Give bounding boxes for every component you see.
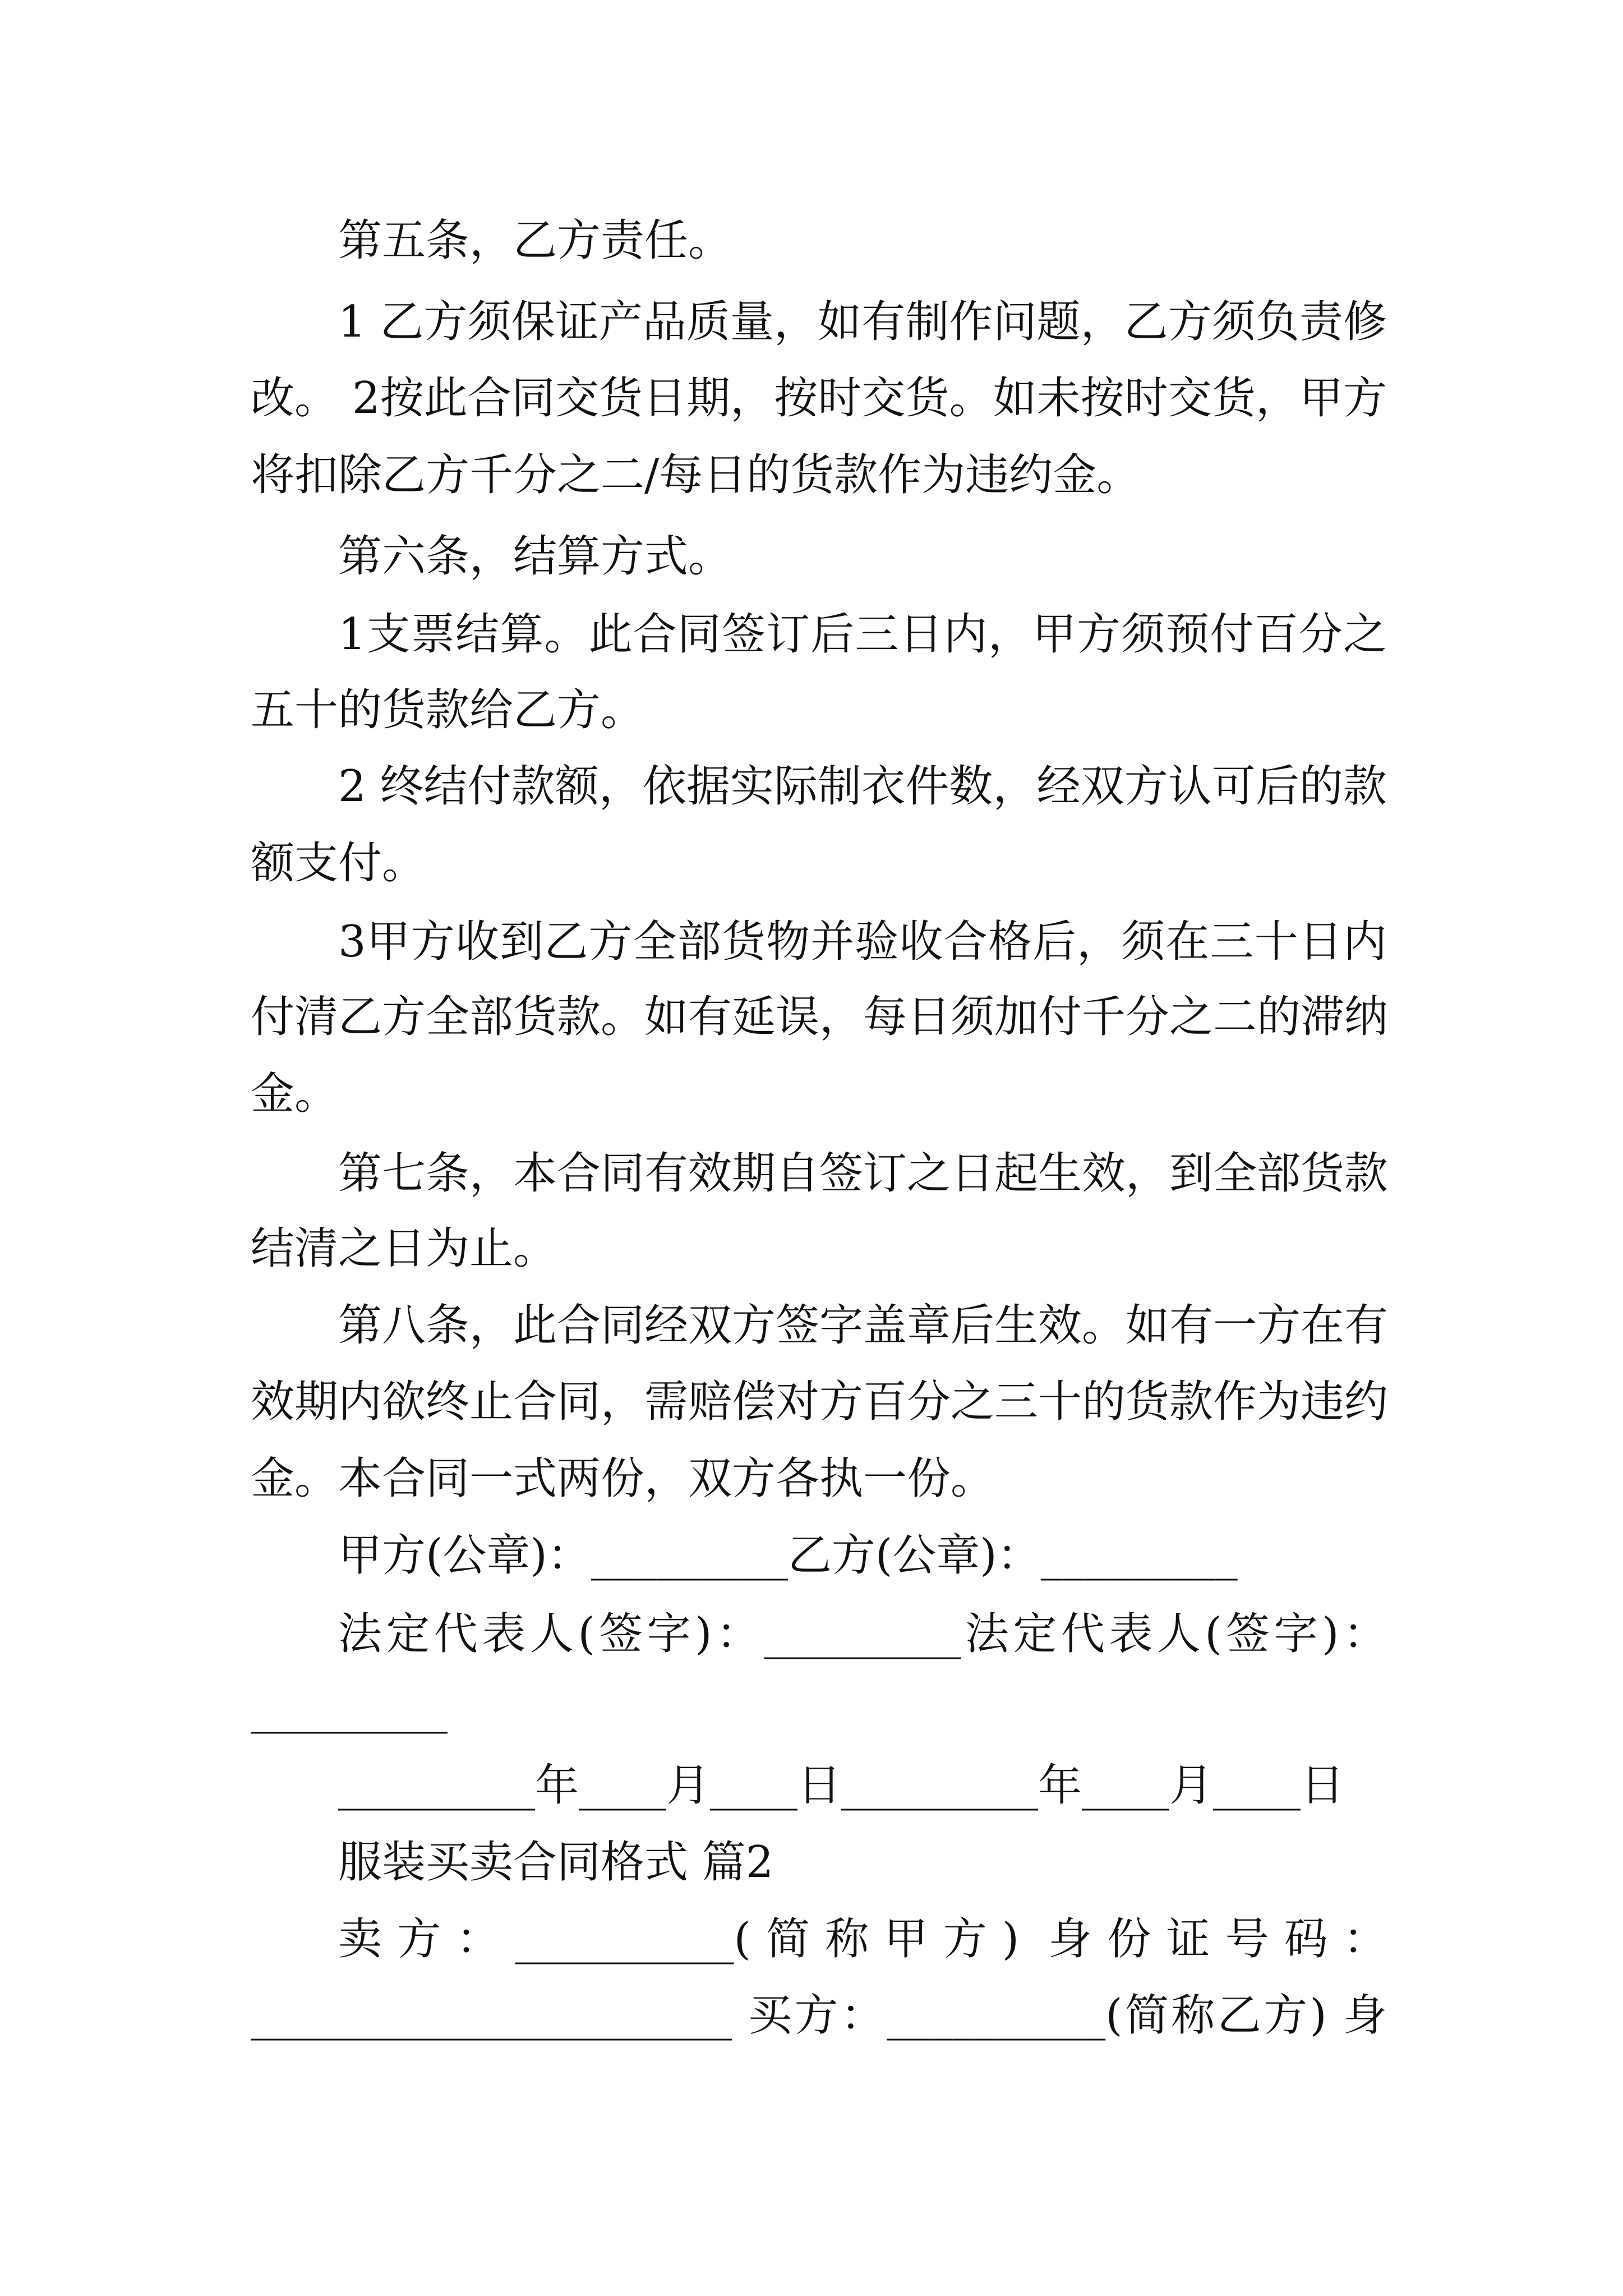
text-line: 第五条，乙方责任。	[338, 215, 732, 266]
text-line: 2 终结付款额，依据实际制衣件数，经双方认可后的款	[338, 761, 1387, 812]
text-line: 五十的货款给乙方。	[251, 685, 645, 735]
text-line: 金。	[251, 1069, 339, 1119]
text-line: 法定代表人(签字)：_________法定代表人(签字)：	[338, 1609, 1387, 1659]
text-line: 3甲方收到乙方全部货物并验收合格后，须在三十日内	[338, 917, 1387, 967]
text-line: 将扣除乙方千分之二/每日的货款作为违约金。	[251, 450, 1141, 500]
text-line: 服装买卖合同格式 篇2	[338, 1837, 774, 1888]
text-line: 额支付。	[251, 838, 426, 889]
text-line: 甲方(公章)：_________乙方(公章)：_________	[338, 1530, 1238, 1581]
text-line: 结清之日为止。	[251, 1223, 557, 1274]
text-line: 付清乙方全部货款。如有延误，每日须加付千分之二的滞纳	[251, 992, 1389, 1042]
text-line: 第六条，结算方式。	[338, 531, 732, 582]
text-line: _________	[251, 1683, 448, 1734]
text-line: ______________________ 买方：__________(简称乙方) 身	[251, 1990, 1387, 2041]
text-line: 效期内欲终止合同，需赔偿对方百分之三十的货款作为违约	[251, 1377, 1389, 1427]
text-line: _________年____月____日_________年____月____日	[338, 1760, 1345, 1811]
text-line: 卖方：__________(简称甲方) 身份证号码：	[338, 1914, 1387, 1964]
text-line: 第七条，本合同有效期自签订之日起生效，到全部货款	[338, 1148, 1389, 1199]
text-line: 第八条，此合同经双方签字盖章后生效。如有一方在有	[338, 1300, 1389, 1351]
text-line: 改。 2按此合同交货日期，按时交货。如未按时交货，甲方	[251, 373, 1387, 424]
text-line: 1支票结算。此合同签订后三日内，甲方须预付百分之	[338, 609, 1387, 660]
text-line: 金。本合同一式两份，双方各执一份。	[251, 1453, 995, 1504]
text-line: 1 乙方须保证产品质量，如有制作问题，乙方须负责修	[338, 297, 1387, 347]
